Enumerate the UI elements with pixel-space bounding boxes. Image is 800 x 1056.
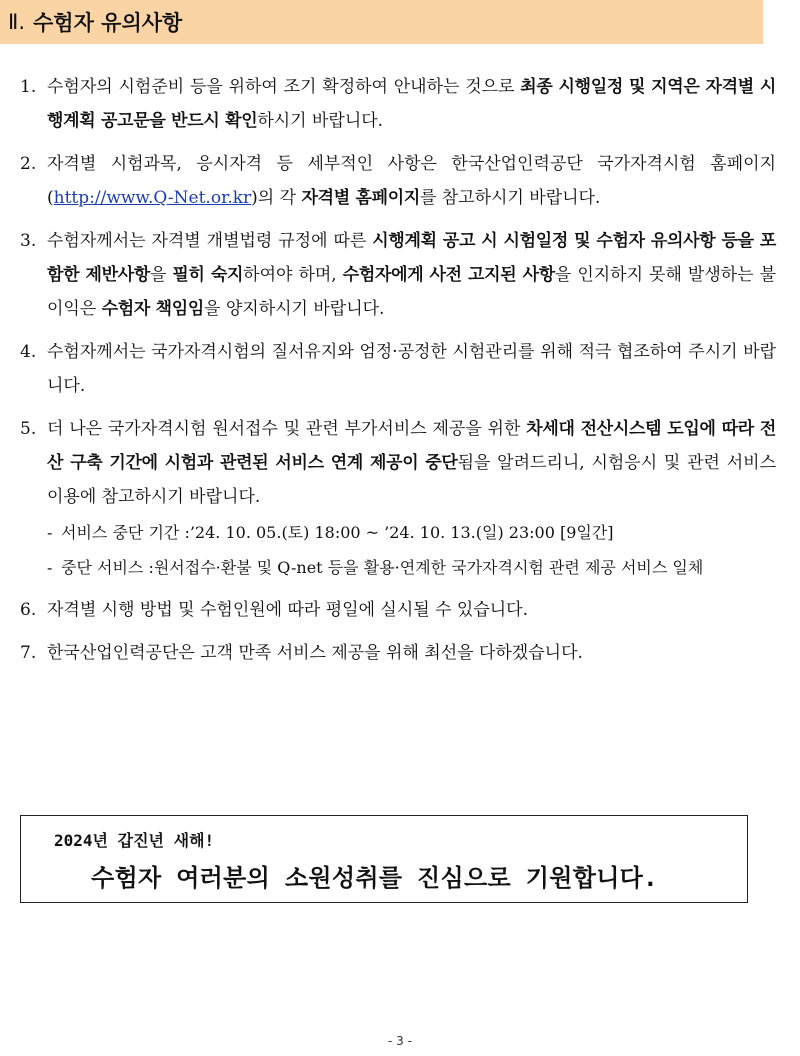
greeting-heading: 2024년 갑진년 새해! [54, 831, 215, 850]
list-item [20, 70, 776, 138]
list-item [20, 147, 776, 215]
dash-marker: - [47, 523, 53, 542]
item-text [47, 412, 776, 584]
notice-list [20, 70, 776, 679]
item-number: 6. [20, 600, 37, 620]
item-text [47, 335, 776, 403]
item-text-part: 을 양지하시기 바랍니다. [204, 299, 385, 319]
item-text-part: )의 각 [251, 188, 302, 208]
list-item [20, 593, 776, 627]
item-bold-text: 자격별 홈페이지 [301, 188, 420, 208]
item-text-part: 더 나은 국가자격시험 원서접수 및 관련 부가서비스 제공을 위한 [47, 419, 527, 439]
item-text [47, 593, 776, 627]
page-number: - 3 - [388, 1034, 412, 1048]
list-item [20, 412, 776, 584]
dash-marker: - [47, 558, 53, 577]
item-number: 5. [20, 419, 37, 439]
list-item [20, 224, 776, 326]
item-text [47, 70, 776, 138]
item-number: 2. [20, 154, 37, 174]
item-bold-text: 수험자 책임임 [101, 299, 205, 319]
section-number: Ⅱ. [8, 10, 26, 34]
item-text [47, 636, 776, 670]
section-title: 수험자 유의사항 [33, 11, 183, 35]
item-text-part: 자격별 시행 방법 및 수험인원에 따라 평일에 실시될 수 있습니다. [47, 600, 529, 620]
qnet-link[interactable]: http://www.Q-Net.or.kr [53, 188, 252, 208]
item-bold-text: 차세대 전산시스템 도입에 따라 전산 구축 기간에 시험과 관련된 서비스 연계 제공이 중단 [47, 419, 777, 473]
item-number: 3. [20, 231, 37, 251]
item-number: 1. [20, 77, 37, 97]
item-text-part: 됨을 알려드리니, 시험응시 및 관련 서비스 이용에 참고하시기 바랍니다. [47, 453, 776, 507]
greeting-message: 수험자 여러분의 소원성취를 진심으로 기원합니다. [91, 864, 658, 892]
item-bold-text: 필히 숙지 [172, 265, 244, 285]
sub-item-outage-period [47, 516, 776, 549]
item-text-part: 을 [149, 265, 173, 285]
item-bold-text: 최종 시행일정 및 지역은 자격별 시행계획 공고문을 반드시 확인 [47, 77, 776, 131]
item-text-part: 하시기 바랍니다. [257, 111, 384, 131]
item-text [47, 224, 776, 326]
sub-item-value: 원서접수·환불 및 Q-net 등을 활용·연계한 국가자격시험 관련 제공 서비스 일체 [153, 558, 704, 577]
item-text-part: 수험자께서는 국가자격시험의 질서유지와 엄정·공정한 시험관리를 위해 적극 협조하여 주시기 바랍니다. [47, 342, 776, 396]
sub-item-label: 서비스 중단 기간 : [61, 523, 190, 542]
item-text-part: 수험자께서는 자격별 개별법령 규정에 따른 [47, 231, 373, 251]
item-bold-text: 시행계획 공고 시 시험일정 및 수험자 유의사항 등을 포함한 제반사항 [47, 231, 776, 285]
item-text-part: 을 인지하지 못해 발생하는 불이익은 [47, 265, 777, 319]
item-text [47, 147, 776, 215]
sub-item-value: ’24. 10. 05.(토) 18:00 ~ ’24. 10. 13.(일) 23:00 [9일간] [189, 523, 614, 542]
item-text-part: 자격별 시험과목, 응시자격 등 세부적인 사항은 한국산업인력공단 국가자격시험 홈페이지( [47, 154, 776, 208]
item-bold-text: 수험자에게 사전 고지된 사항 [342, 265, 555, 285]
item-text-part: 수험자의 시험준비 등을 위하여 조기 확정하여 안내하는 것으로 [47, 77, 521, 97]
sub-item-label: 중단 서비스 : [61, 558, 154, 577]
item-text-part: 를 참고하시기 바랍니다. [419, 188, 601, 208]
item-text-part: 하여야 하며, [243, 265, 343, 285]
item-number: 7. [20, 643, 37, 663]
item-number: 4. [20, 342, 37, 362]
list-item [20, 636, 776, 670]
new-year-greeting-box [20, 815, 748, 903]
item-text-part: 한국산업인력공단은 고객 만족 서비스 제공을 위해 최선을 다하겠습니다. [47, 643, 583, 663]
section-header [0, 0, 763, 44]
sub-item-suspended-services [47, 551, 776, 584]
list-item [20, 335, 776, 403]
